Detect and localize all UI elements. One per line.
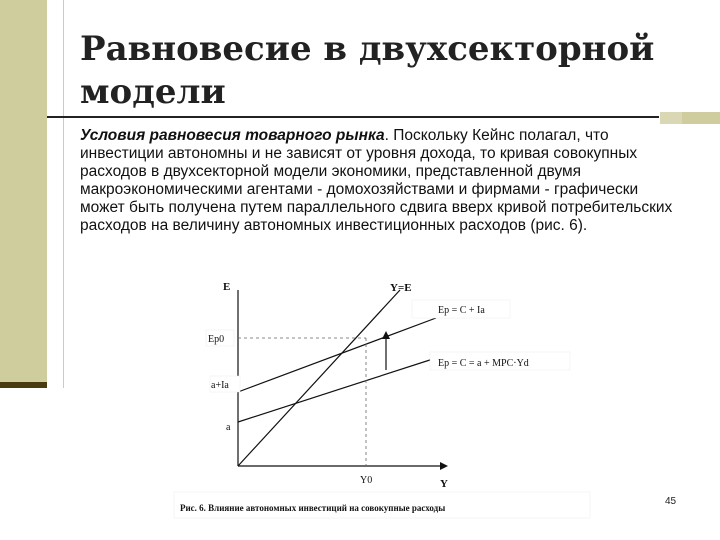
ep0-label: Ep0 bbox=[208, 334, 225, 345]
body-text: . Поскольку Кейнс полагал, что инвестиции автономны и не зависят от уровня дохода, то кривая совокупных расходов в двухсекторной модели экономики, представленной двумя макроэкономическими агентами - домохозяйствами и фирмами - графически может быть получена путем параллельного сдвига вверх кривой потребительских расходов на величину автономных инвестиционных расходов (рис. 6). bbox=[80, 127, 673, 234]
a-ia-label: a+Ia bbox=[211, 380, 229, 391]
axis-x-label: Y bbox=[440, 478, 448, 490]
body-emphasis: Условия равновесия товарного рынка bbox=[80, 127, 385, 144]
page-number: 45 bbox=[665, 496, 677, 507]
slide-title: Равновесие в двухсекторной модели bbox=[80, 29, 655, 112]
y0-label: Y0 bbox=[360, 475, 373, 486]
figure-caption: Рис. 6. Влияние автономных инвестиций на совокупные расходы bbox=[180, 503, 446, 513]
a-label: a bbox=[226, 422, 231, 433]
ep-upper-label: Ep = C + Ia bbox=[438, 305, 485, 316]
axis-y-label: E bbox=[223, 281, 231, 293]
diagonal-label: Y=E bbox=[390, 282, 412, 294]
ep-lower-line bbox=[238, 358, 436, 422]
ep-upper-line bbox=[238, 318, 436, 392]
ep-lower-label: Ep = C = a + MPC·Yd bbox=[438, 358, 529, 369]
x-axis-arrow bbox=[440, 462, 448, 470]
